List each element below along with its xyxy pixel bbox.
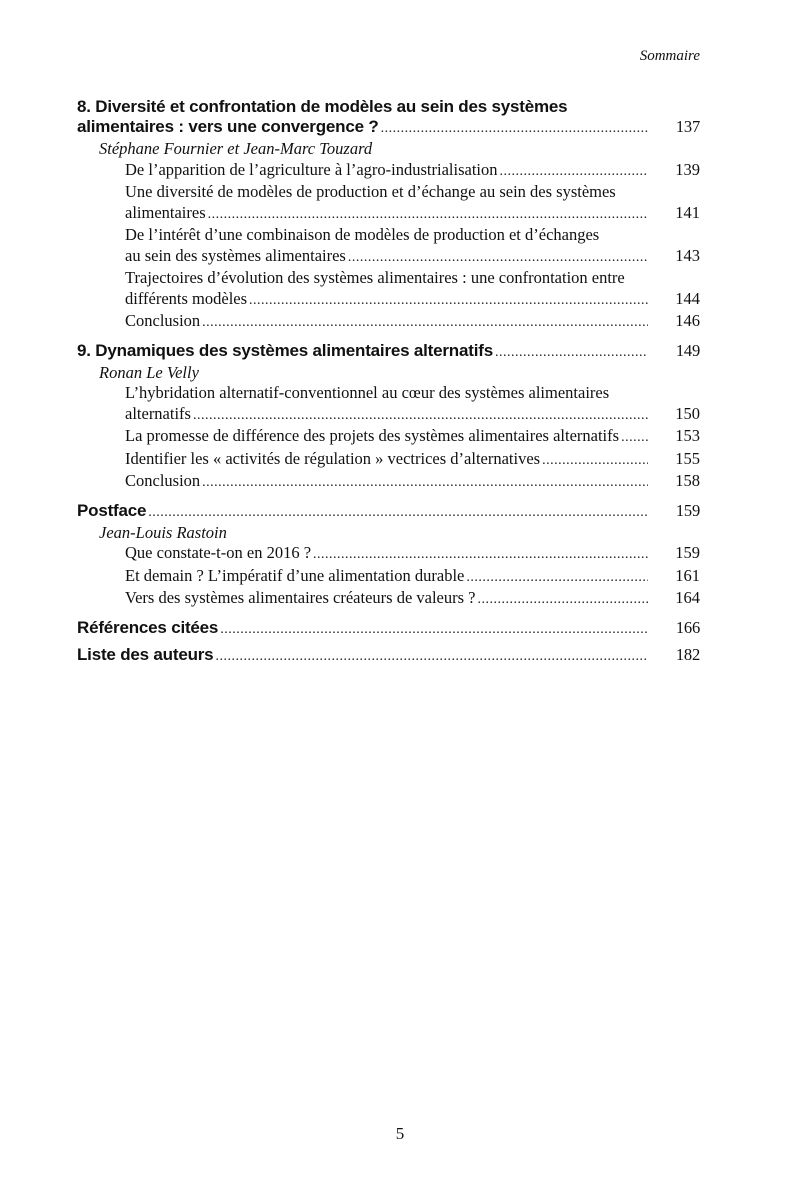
toc-entry[interactable] [77,311,700,334]
dot-leader [381,119,648,139]
toc-entry-line1[interactable] [77,268,700,289]
section-page: 158 [675,471,700,490]
section-title: Conclusion [125,471,201,490]
dot-leader [208,205,648,226]
chapter-9-authors [77,363,700,384]
section-page: 159 [675,543,700,562]
dot-leader [495,343,648,363]
toc-entry-line1[interactable] [77,383,700,404]
section-title: alternatifs [125,403,191,423]
dot-leader [542,451,648,472]
toc-entry[interactable] [77,449,700,472]
section-title: De l’intérêt d’une combinaison de modèles de production et d’échanges [125,225,600,244]
section-page: 146 [675,311,700,330]
author-names: Jean-Louis Rastoin [99,522,227,542]
toc-entry-line1[interactable] [77,182,700,203]
toc-entry[interactable] [77,588,700,611]
postface-entry[interactable] [77,501,700,523]
toc-entry[interactable] [77,289,700,312]
section-title: Conclusion [125,311,201,330]
table-of-contents [77,97,700,667]
section-page: 153 [675,426,700,445]
authors-list-title: Liste des auteurs [77,644,214,664]
toc-entry[interactable] [77,246,700,269]
toc-entry[interactable] [77,471,700,494]
section-title: De l’apparition de l’agriculture à l’agro-industrialisation [125,159,498,179]
toc-entry[interactable] [77,566,700,589]
chapter-8-entry[interactable] [77,117,700,139]
section-page: 141 [675,202,700,222]
section-title: alimentaires [125,202,206,222]
chapter-8-title-text: 8. Diversité et confrontation de modèles au sein des systèmes [77,97,568,116]
references-page: 166 [675,617,700,637]
page-number: 5 [395,1124,405,1143]
references-entry[interactable] [77,618,700,640]
toc-entry[interactable] [77,404,700,427]
dot-leader [220,620,648,640]
chapter-8-title-text-2: alimentaires : vers une convergence ? [77,117,379,136]
postface-authors [77,523,700,544]
section-title: au sein des systèmes alimentaires [125,245,346,265]
author-names: Stéphane Fournier et Jean-Marc Touzard [99,139,373,158]
running-head: Sommaire [639,48,700,64]
dot-leader [348,248,648,269]
dot-leader [313,545,648,566]
authors-list-page: 182 [675,644,700,664]
section-title: Une diversité de modèles de production et d’échange au sein des systèmes [125,182,616,201]
section-page: 150 [675,403,700,423]
section-title: Et demain ? L’impératif d’une alimentation durable [125,565,465,585]
dot-leader [202,473,648,494]
dot-leader [215,647,648,667]
chapter-9-page: 149 [675,340,700,360]
section-title: Que constate-t-on en 2016 ? [125,543,312,562]
dot-leader [249,291,648,312]
section-page: 139 [675,159,700,179]
dot-leader [202,313,648,334]
authors-list-entry[interactable] [77,645,700,667]
author-names: Ronan Le Velly [99,362,199,382]
section-page: 155 [675,448,700,468]
references-title: Références citées [77,617,219,637]
chapter-8-authors [77,139,700,160]
chapter-8-page: 137 [675,117,700,136]
section-title: L’hybridation alternatif-conventionnel au cœur des systèmes alimentaires [125,383,610,402]
section-title: Trajectoires d’évolution des systèmes alimentaires : une confrontation entre [125,268,625,287]
dot-leader [478,590,649,611]
dot-leader [466,568,648,589]
section-title: Vers des systèmes alimentaires créateurs de valeurs ? [125,588,476,607]
dot-leader [193,406,648,427]
section-title: différents modèles [125,288,248,308]
section-title: Identifier les « activités de régulation » vectrices d’alternatives [125,448,541,468]
chapter-9-entry[interactable] [77,341,700,363]
toc-entry[interactable] [77,543,700,566]
toc-entry[interactable] [77,426,700,449]
section-page: 144 [675,288,700,308]
toc-entry-line1[interactable] [77,225,700,246]
toc-entry[interactable] [77,160,700,183]
dot-leader [621,428,648,449]
dot-leader [148,503,648,523]
chapter-8-title-line1[interactable] [77,97,700,117]
section-title: La promesse de différence des projets des systèmes alimentaires alternatifs [125,426,620,445]
postface-page: 159 [675,500,700,520]
section-page: 164 [675,588,700,607]
toc-entry[interactable] [77,203,700,226]
section-page: 143 [675,245,700,265]
chapter-9-title-text: 9. Dynamiques des systèmes alimentaires alternatifs [77,340,493,360]
postface-title: Postface [77,500,147,520]
dot-leader [500,162,649,183]
section-page: 161 [675,565,700,585]
